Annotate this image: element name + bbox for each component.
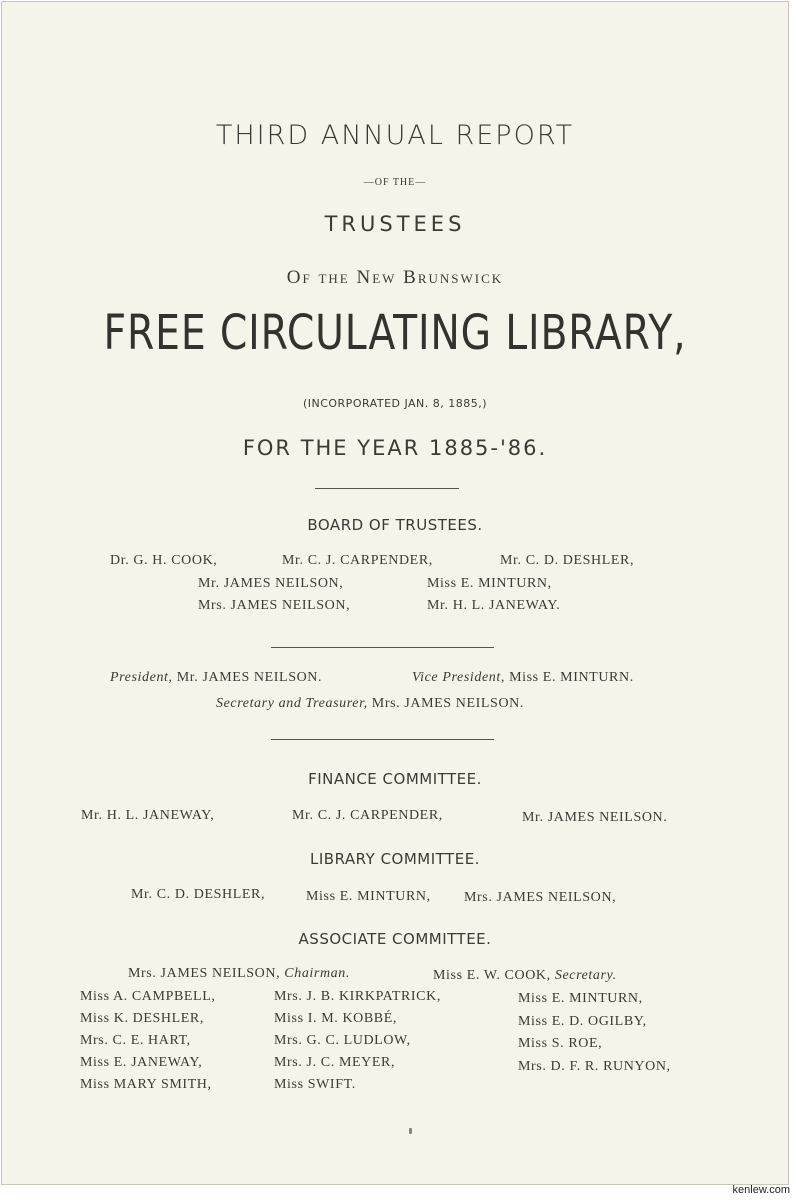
board-heading: BOARD OF TRUSTEES. — [307, 516, 483, 534]
chairman-name: Mrs. JAMES NEILSON, — [128, 966, 281, 981]
report-title: THIRD ANNUAL REPORT — [215, 120, 575, 151]
finance-member: Mr. JAMES NEILSON. — [522, 810, 668, 825]
president-line — [110, 670, 322, 686]
board-member: Mr. C. D. DESHLER, — [500, 553, 635, 568]
report-year: FOR THE YEAR 1885-'86. — [242, 436, 548, 460]
associate-member: Mrs. D. F. R. RUNYON, — [518, 1059, 671, 1074]
associate-secretary-line — [433, 968, 617, 984]
associate-member: Miss K. DESHLER, — [80, 1011, 204, 1026]
chairman-label: Chairman. — [284, 966, 350, 981]
secretary-name: Mrs. JAMES NEILSON. — [371, 696, 524, 711]
associate-member: Miss SWIFT. — [274, 1077, 356, 1092]
library-committee-heading: LIBRARY COMMITTEE. — [310, 850, 480, 868]
board-member: Mrs. JAMES NEILSON, — [198, 598, 351, 613]
report-page — [1, 1, 789, 1185]
associate-member: Mrs. J. B. KIRKPATRICK, — [274, 989, 441, 1004]
associate-chairman-line — [128, 966, 350, 982]
board-member: Mr. JAMES NEILSON, — [198, 576, 344, 591]
board-member: Mr. C. J. CARPENDER, — [282, 553, 433, 568]
divider-rule — [271, 739, 494, 740]
board-member: Mr. H. L. JANEWAY. — [427, 598, 561, 613]
finance-member: Mr. C. J. CARPENDER, — [292, 808, 443, 823]
associate-member: Miss I. M. KOBBÉ, — [274, 1011, 397, 1026]
vice-president-line — [412, 670, 634, 686]
trustees-heading: TRUSTEES — [324, 212, 466, 236]
associate-member: Mrs. C. E. HART, — [80, 1033, 191, 1048]
associate-member: Miss A. CAMPBELL, — [80, 989, 216, 1004]
president-label: President, — [110, 670, 173, 685]
ink-mark — [409, 1128, 412, 1134]
incorporated-note: (INCORPORATED JAN. 8, 1885,) — [302, 397, 488, 410]
associate-member: Miss E. D. OGILBY, — [518, 1014, 647, 1029]
library-committee-member: Miss E. MINTURN, — [306, 889, 431, 904]
finance-member: Mr. H. L. JANEWAY, — [81, 808, 215, 823]
associate-member: Miss E. MINTURN, — [518, 991, 643, 1006]
associate-member: Mrs. J. C. MEYER, — [274, 1055, 396, 1070]
library-committee-member: Mr. C. D. DESHLER, — [131, 887, 266, 902]
of-new-brunswick-line: Of the New Brunswick — [286, 267, 504, 288]
board-member: Dr. G. H. COOK, — [110, 553, 218, 568]
secretary-label: Secretary and Treasurer, — [216, 696, 368, 711]
library-committee-member: Mrs. JAMES NEILSON, — [464, 890, 617, 905]
divider-rule — [315, 488, 459, 489]
vice-president-name: Miss E. MINTURN. — [509, 670, 634, 685]
divider-rule — [271, 647, 494, 648]
library-name: FREE CIRCULATING LIBRARY, — [103, 305, 687, 361]
of-the-line: —OF THE— — [363, 177, 427, 188]
associate-secretary-label: Secretary. — [554, 968, 617, 983]
associate-member: Miss MARY SMITH, — [80, 1077, 212, 1092]
associate-member: Mrs. G. C. LUDLOW, — [274, 1033, 411, 1048]
president-name: Mr. JAMES NEILSON. — [176, 670, 323, 685]
associate-member: Miss E. JANEWAY, — [80, 1055, 203, 1070]
associate-member: Miss S. ROE, — [518, 1036, 603, 1051]
secretary-line — [216, 696, 524, 712]
finance-heading: FINANCE COMMITTEE. — [308, 770, 482, 788]
associate-heading: ASSOCIATE COMMITTEE. — [298, 930, 492, 948]
watermark: kenlew.com — [732, 1184, 790, 1196]
board-member: Miss E. MINTURN, — [427, 576, 552, 591]
vice-president-label: Vice President, — [412, 670, 505, 685]
associate-secretary-name: Miss E. W. COOK, — [433, 968, 551, 983]
